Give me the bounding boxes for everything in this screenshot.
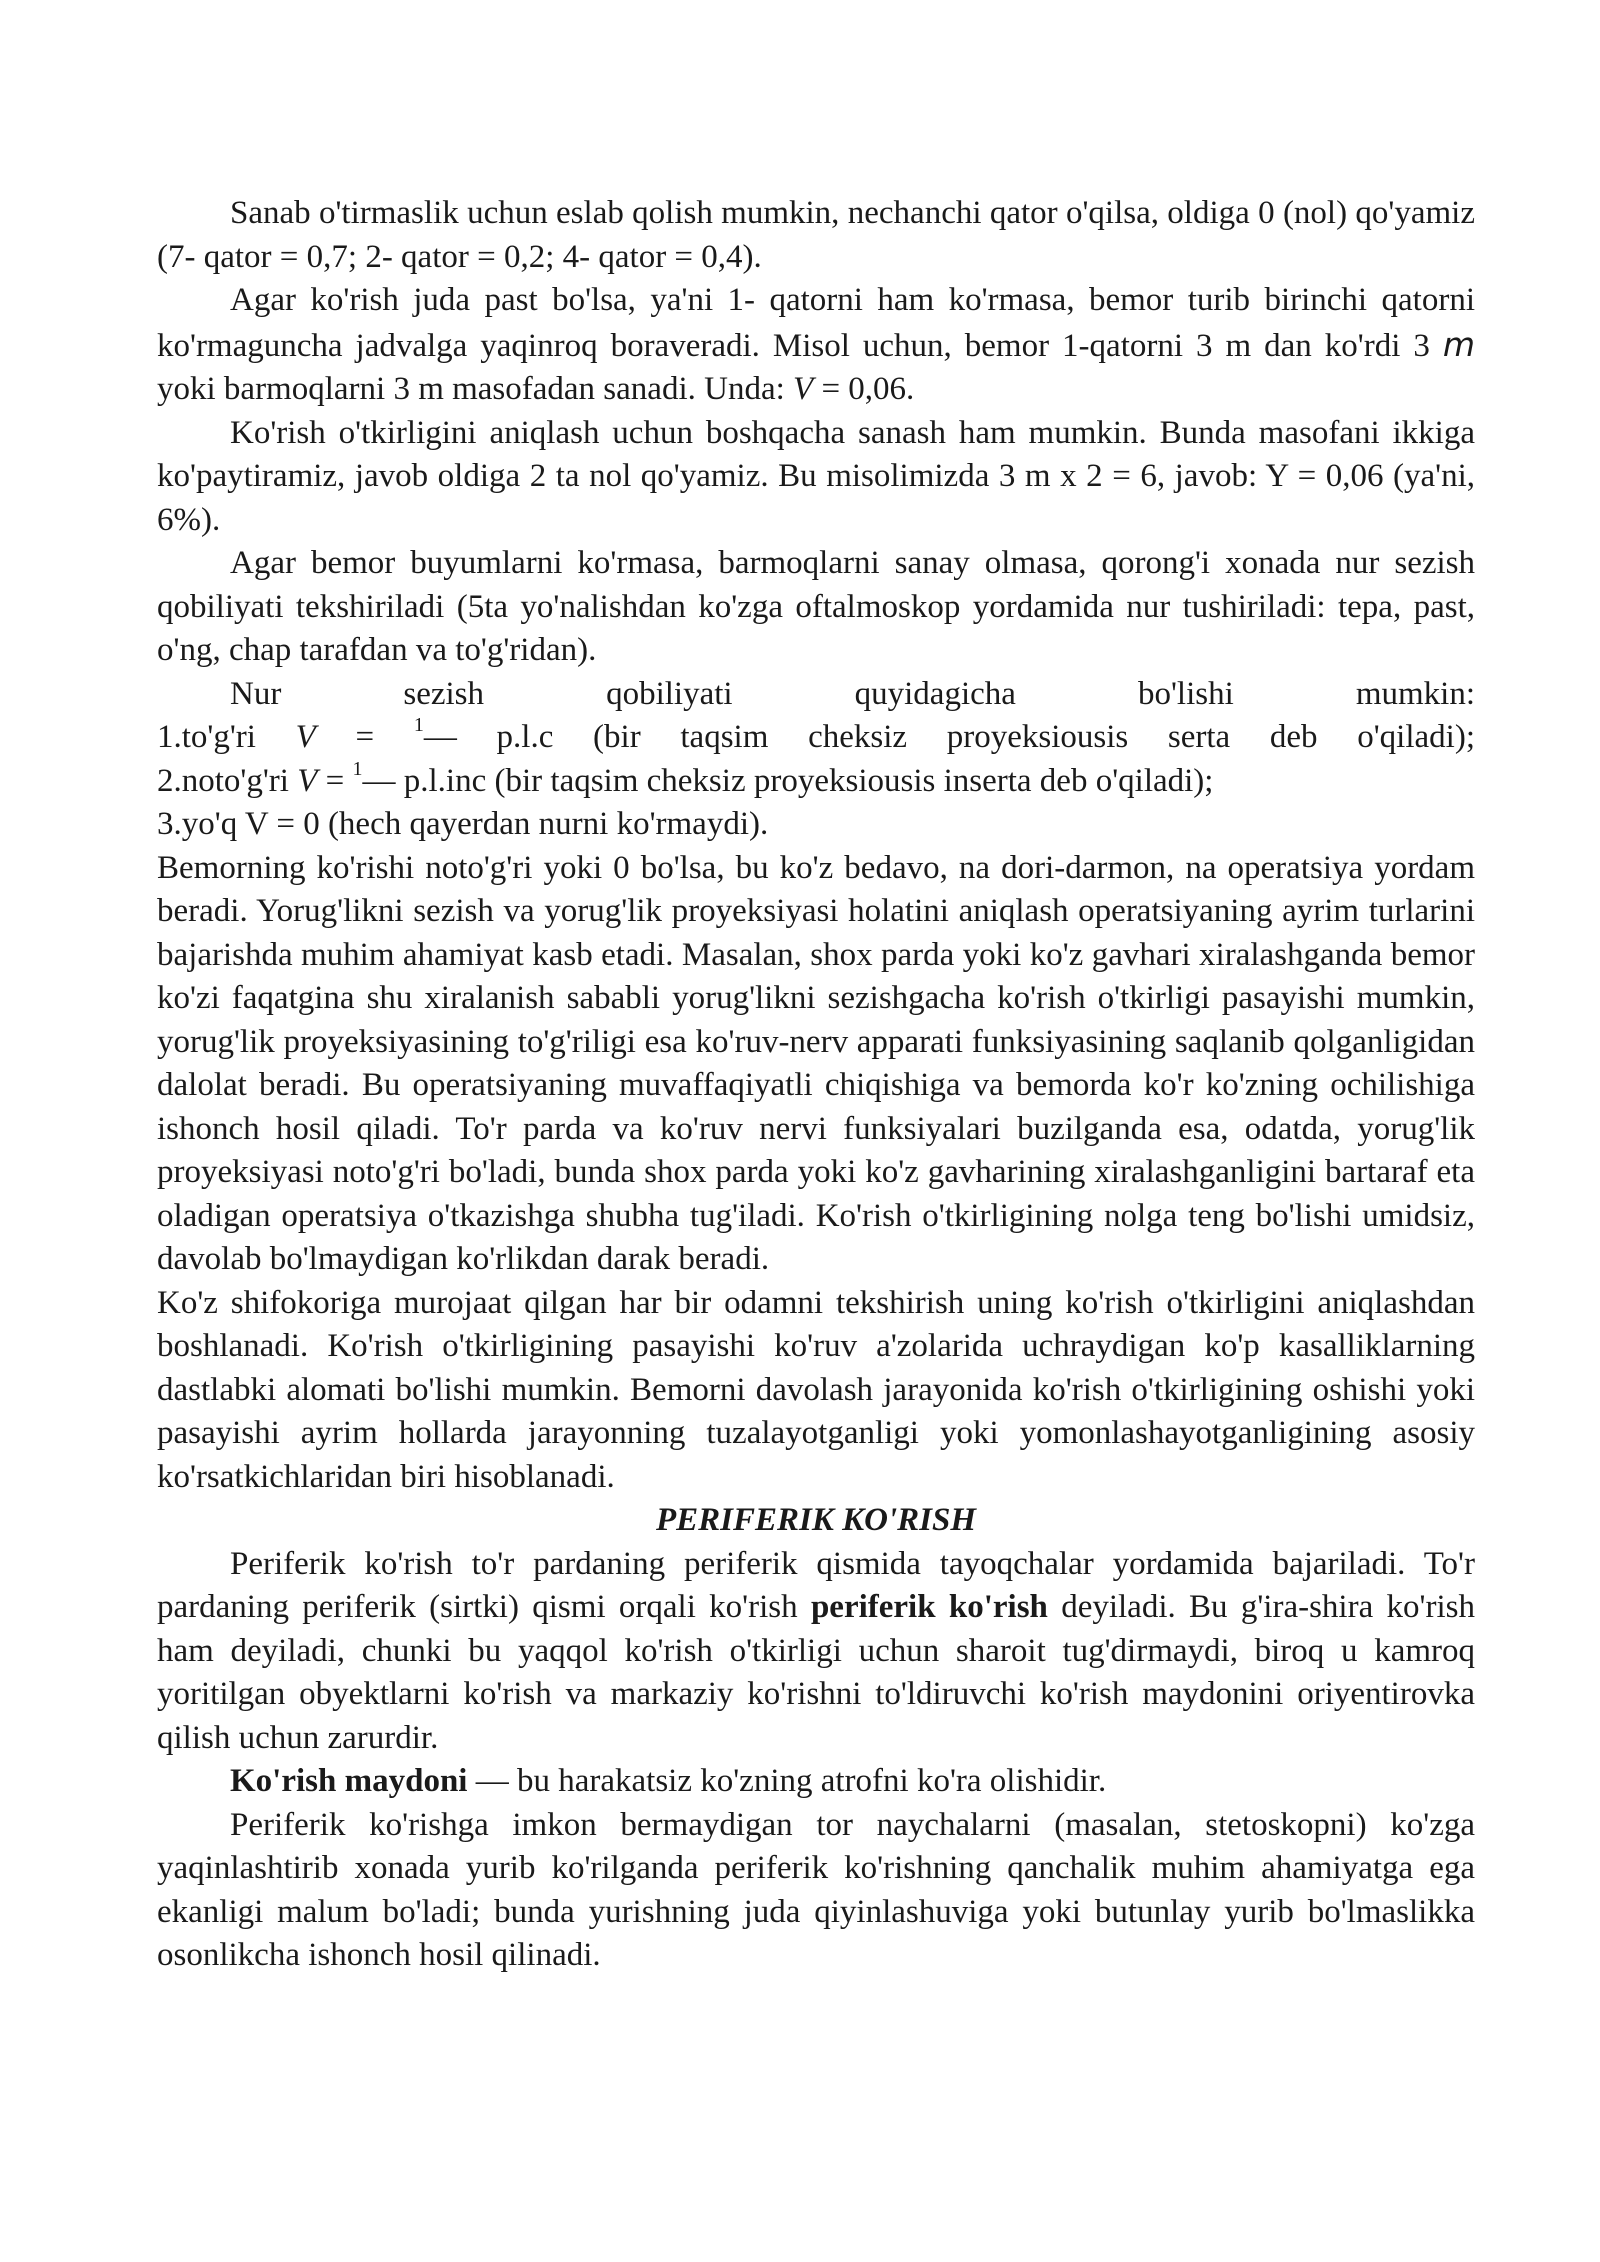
paragraph-peripheral-text-a: Periferik ko'rish to'r pardaning periferik qismida tayoqchalar yordamida bajariladi. To'r pardaning periferik (sirtki) qismi orqali ko'rish	[157, 1545, 1475, 1625]
paragraph-peripheral-vision	[157, 1543, 1475, 1761]
document-page	[157, 192, 1475, 1978]
paragraph-low-vision-text-c: = 0,06.	[813, 371, 915, 407]
light-option-correct-text: — p.l.c (bir taqsim cheksiz proyeksiousis serta deb o'qiladi);	[423, 719, 1475, 755]
math-m-symbol: m	[1442, 324, 1475, 364]
paragraph-alt-counting: Ko'rish o'tkirligini aniqlash uchun boshqacha sanash ham mumkin. Bunda masofani ikkiga ko'paytiramiz, javob oldiga 2 ta nol qo'yamiz. Bu misolimizda 3 m x 2 = 6, javob: Y = 0,06 (ya'ni, 6%).	[157, 414, 1475, 538]
term-visual-field: Ko'rish maydoni	[230, 1763, 468, 1799]
light-option-incorrect-text: — p.l.inc (bir taqsim cheksiz proyeksiousis inserta deb o'qiladi);	[362, 762, 1214, 799]
paragraph-counting-rows: Sanab o'tirmaslik uchun eslab qolish mumkin, nechanchi qator o'qilsa, oldiga 0 (nol) qo'yamiz (7- qator = 0,7; 2- qator = 0,2; 4- qator = 0,4).	[157, 195, 1475, 275]
math-v-symbol: V	[793, 371, 814, 407]
light-option-incorrect-label: 2.noto'g'ri	[157, 762, 298, 799]
paragraph-peripheral-text-b: deyiladi. Bu g'ira-shira ko'rish ham deyiladi, chunki bu yaqqol ko'rish o'tkirligi uchun sharoit tug'dirmaydi, biroq u kamroq yoritilgan obyektlarni ko'rish va markaziy ko'rishni to'ldiruvchi ko'rish maydonini oriyentirovka qilish uchun zarurdir.	[157, 1589, 1475, 1756]
light-option-incorrect	[157, 757, 1475, 804]
paragraph-light-options-intro: Nur sezish qobiliyati quyidagicha bo'lishi mumkin:	[230, 675, 1475, 712]
light-option-correct-label: 1.to'g'ri	[157, 719, 296, 755]
fraction-numerator: 1	[352, 757, 363, 780]
math-v-symbol: V	[297, 762, 318, 799]
visual-field-definition-text: — bu harakatsiz ko'zning atrofni ko'ra olishidir.	[467, 1763, 1107, 1799]
section-heading: PERIFERIK KO'RISH	[655, 1502, 977, 1538]
light-option-incorrect-eq: =	[317, 762, 353, 799]
term-peripheral-vision: periferik ko'rish	[810, 1589, 1048, 1625]
paragraph-low-vision-text-a: Agar ko'rish juda past bo'lsa, ya'ni 1- qatorni ham ko'rmasa, bemor turib birinchi qatorni ko'rmaguncha jadvalga yaqinroq boraveradi. Misol uchun, bemor 1-qatorni 3 m dan ko'rdi 3	[157, 282, 1475, 364]
paragraph-tube-example: Periferik ko'rishga imkon bermaydigan tor naychalarni (masalan, stetoskopni) ko'zga yaqinlashtirib xonada yurib ko'rilganda periferik ko'rishning qanchalik muhim ahamiyatga ega ekanligi malum bo'ladi; bunda yurishning juda qiyinlashuviga yoki butunlay yurib bo'lmaslikka osonlikcha ishonch hosil qilinadi.	[157, 1806, 1475, 1973]
paragraph-examination: Ko'z shifokoriga murojaat qilgan har bir odamni tekshirish uning ko'rish o'tkirligini aniqlashdan boshlanadi. Ko'rish o'tkirligining pasayishi ko'ruv a'zolarida uchraydigan ko'p kasalliklarning dastlabki alomati bo'lishi mumkin. Bemorni davolash jarayonida ko'rish o'tkirligining oshishi yoki pasayishi ayrim hollarda jarayonning tuzalayotganligi yoki yomonlashayotganligining asosiy ko'rsatkichlaridan biri hisoblanadi.	[157, 1284, 1475, 1495]
light-option-correct	[157, 716, 1475, 760]
fraction-numerator: 1	[413, 714, 424, 736]
paragraph-light-perception: Agar bemor buyumlarni ko'rmasa, barmoqlarni sanay olmasa, qorong'i xonada nur sezish qobiliyati tekshiriladi (5ta yo'nalishdan ko'zga oftalmoskop yordamida nur tushiriladi: tepa, past, o'ng, chap tarafdan va to'g'ridan).	[157, 545, 1475, 668]
light-option-correct-eq: =	[315, 719, 414, 755]
paragraph-low-vision	[157, 279, 1475, 412]
math-v-symbol: V	[295, 719, 316, 755]
paragraph-low-vision-text-b: yoki barmoqlarni 3 m masofadan sanadi. Unda:	[157, 371, 794, 407]
paragraph-visual-field-definition	[157, 1760, 1475, 1804]
light-option-none: 3.yo'q V = 0 (hech qayerdan nurni ko'rmaydi).	[157, 806, 769, 842]
paragraph-prognosis: Bemorning ko'rishi noto'g'ri yoki 0 bo'lsa, bu ko'z bedavo, na dori-darmon, na operatsiya yordam beradi. Yorug'likni sezish va yorug'lik proyeksiyasi holatini aniqlash operatsiyaning ayrim turlarini bajarishda muhim ahamiyat kasb etadi. Masalan, shox parda yoki ko'z gavhari xiralashganda bemor ko'zi faqatgina shu xiralanish sababli yorug'likni sezishgacha ko'rish o'tkirligi pasayishi mumkin, yorug'lik proyeksiyasining to'g'riligi esa ko'ruv-nerv apparati funksiyasining saqlanib qolganligidan dalolat beradi. Bu operatsiyaning muvaffaqiyatli chiqishiga va bemorda ko'r ko'zning ochilishiga ishonch hosil qiladi. To'r parda va ko'ruv nervi funksiyalari buzilganda esa, odatda, yorug'lik proyeksiyasi noto'g'ri bo'ladi, bunda shox parda yoki ko'z gavharining xiralashganligini bartaraf eta oladigan operatsiya o'tkazishga shubha tug'iladi. Ko'rish o'tkirligining nolga teng bo'lishi umidsiz, davolab bo'lmaydigan ko'rlikdan darak beradi.	[157, 849, 1475, 1277]
